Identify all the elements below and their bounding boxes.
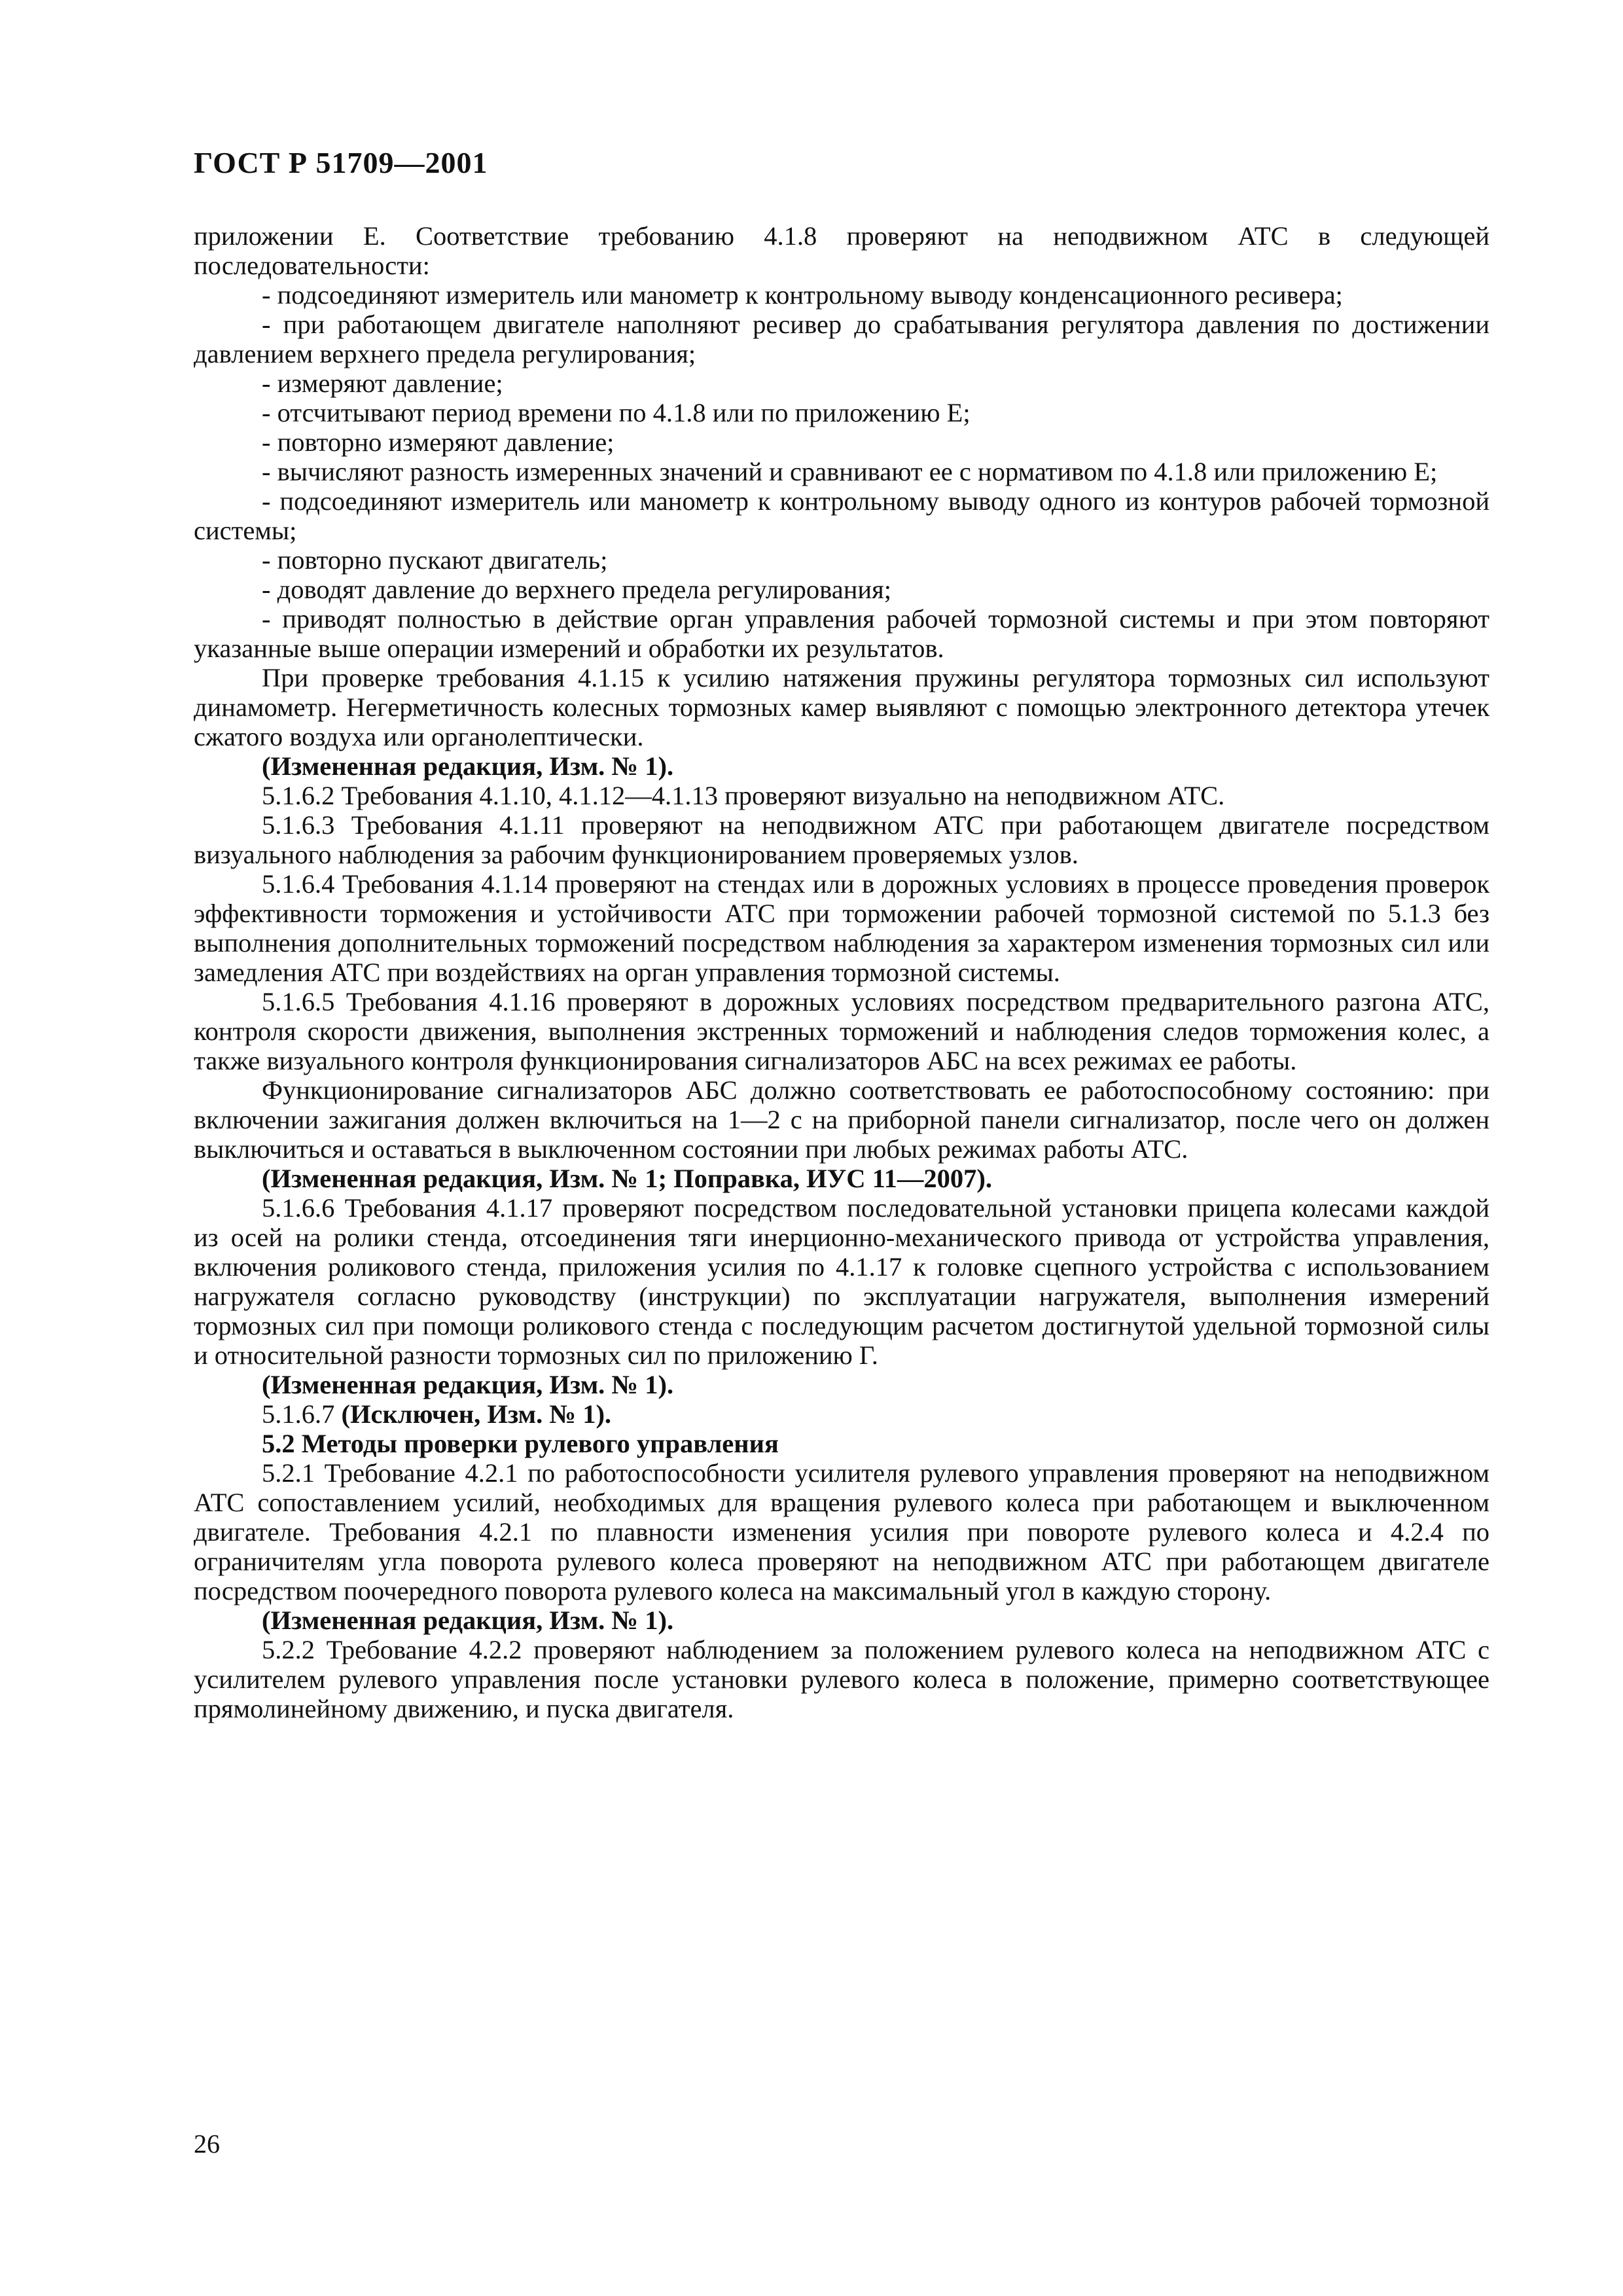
- revision-note: (Измененная редакция, Изм. № 1).: [262, 1370, 674, 1399]
- paragraph: приложении Е. Соответствие требованию 4.1.8 проверяют на неподвижном АТС в следующей последовательности:: [194, 221, 1489, 280]
- list-item: - доводят давление до верхнего предела регулирования;: [262, 575, 891, 604]
- excluded-note: (Исключен, Изм. № 1).: [341, 1399, 612, 1429]
- list-item: - при работающем двигателе наполняют ресивер до срабатывания регулятора давления по достижении давлением верхнего предела регулирования;: [194, 310, 1489, 368]
- list-item: - приводят полностью в действие орган управления рабочей тормозной системы и при этом повторяют указанные выше операции измерений и обработки их результатов.: [194, 604, 1489, 663]
- clause-5-1-6-7: [194, 1399, 1489, 1429]
- clause-5-1-6-5: 5.1.6.5 Требования 4.1.16 проверяют в дорожных условиях посредством предварительного разгона АТС, контроля скорости движения, выполнения экстренных торможений и наблюдения следов торможения колес, а также визуального контроля функционирования сигнализаторов АБС на всех режимах ее работы.: [194, 987, 1489, 1075]
- clause-5-1-6-6: 5.1.6.6 Требования 4.1.17 проверяют посредством последовательной установки прицепа колесами каждой из осей на ролики стенда, отсоединения тяги инерционно-механического привода от устройства управления, включения роликового стенда, приложения усилия по 4.1.17 к головке сцепного устройства с использованием нагружателя согласно руководству (инструкции) по эксплуатации нагружателя, выполнения измерений тормозных сил при помощи роликового стенда с последующим расчетом достигнутой удельной тормозной силы и относительной разности тормозных сил по приложению Г.: [194, 1193, 1489, 1370]
- revision-note: (Измененная редакция, Изм. № 1).: [262, 751, 674, 781]
- page-header: ГОСТ Р 51709—2001: [194, 146, 488, 179]
- section-heading: 5.2 Методы проверки рулевого управления: [262, 1429, 779, 1458]
- clause-5-1-6-3: 5.1.6.3 Требования 4.1.11 проверяют на неподвижном АТС при работающем двигателе посредством визуального наблюдения за рабочим функционированием проверяемых узлов.: [194, 810, 1489, 869]
- document-body: [194, 221, 1489, 1723]
- list-item: - вычисляют разность измеренных значений и сравнивают ее с нормативом по 4.1.8 или приложению Е;: [262, 457, 1438, 486]
- clause-5-1-6-2: 5.1.6.2 Требования 4.1.10, 4.1.12—4.1.13 проверяют визуально на неподвижном АТС.: [262, 781, 1225, 810]
- clause-5-2-1: 5.2.1 Требование 4.2.1 по работоспособности усилителя рулевого управления проверяют на неподвижном АТС сопоставлением усилий, необходимых для вращения рулевого колеса при работающем и выключенном двигателе. Требования 4.2.1 по плавности изменения усилия при повороте рулевого колеса и 4.2.4 по ограничителям угла поворота рулевого колеса проверяют на неподвижном АТС при работающем двигателе посредством поочередного поворота рулевого колеса на максимальный угол в каждую сторону.: [194, 1458, 1489, 1605]
- revision-note: (Измененная редакция, Изм. № 1; Поправка, ИУС 11—2007).: [262, 1164, 993, 1193]
- list-item: - измеряют давление;: [262, 368, 503, 398]
- revision-note: (Измененная редакция, Изм. № 1).: [262, 1605, 674, 1635]
- list-item: - подсоединяют измеритель или манометр к контрольному выводу одного из контуров рабочей тормозной системы;: [194, 486, 1489, 545]
- list-item: - отсчитывают период времени по 4.1.8 или по приложению Е;: [262, 398, 971, 427]
- paragraph: При проверке требования 4.1.15 к усилию натяжения пружины регулятора тормозных сил используют динамометр. Негерметичность колесных тормозных камер выявляют с помощью электронного детектора утечек сжатого воздуха или органолептически.: [194, 663, 1489, 751]
- page-number: 26: [194, 2129, 220, 2159]
- list-item: - подсоединяют измеритель или манометр к контрольному выводу конденсационного ресивера;: [262, 280, 1343, 310]
- clause-5-1-6-4: 5.1.6.4 Требования 4.1.14 проверяют на стендах или в дорожных условиях в процессе проведения проверок эффективности торможения и устойчивости АТС при торможении рабочей тормозной системой по 5.1.3 без выполнения дополнительных торможений посредством наблюдения за характером изменения тормозных сил или замедления АТС при воздействиях на орган управления тормозной системы.: [194, 869, 1489, 987]
- paragraph: Функционирование сигнализаторов АБС должно соответствовать ее работоспособному состоянию: при включении зажигания должен включиться на 1—2 с на приборной панели сигнализатор, после чего он должен выключиться и оставаться в выключенном состоянии при любых режимах работы АТС.: [194, 1075, 1489, 1164]
- list-item: - повторно измеряют давление;: [262, 427, 615, 457]
- list-item: - повторно пускают двигатель;: [262, 545, 608, 575]
- clause-number: 5.1.6.7: [262, 1399, 335, 1429]
- clause-5-2-2: 5.2.2 Требование 4.2.2 проверяют наблюдением за положением рулевого колеса на неподвижном АТС с усилителем рулевого управления после установки рулевого колеса в положение, примерно соответствующее прямолинейному движению, и пуска двигателя.: [194, 1635, 1489, 1723]
